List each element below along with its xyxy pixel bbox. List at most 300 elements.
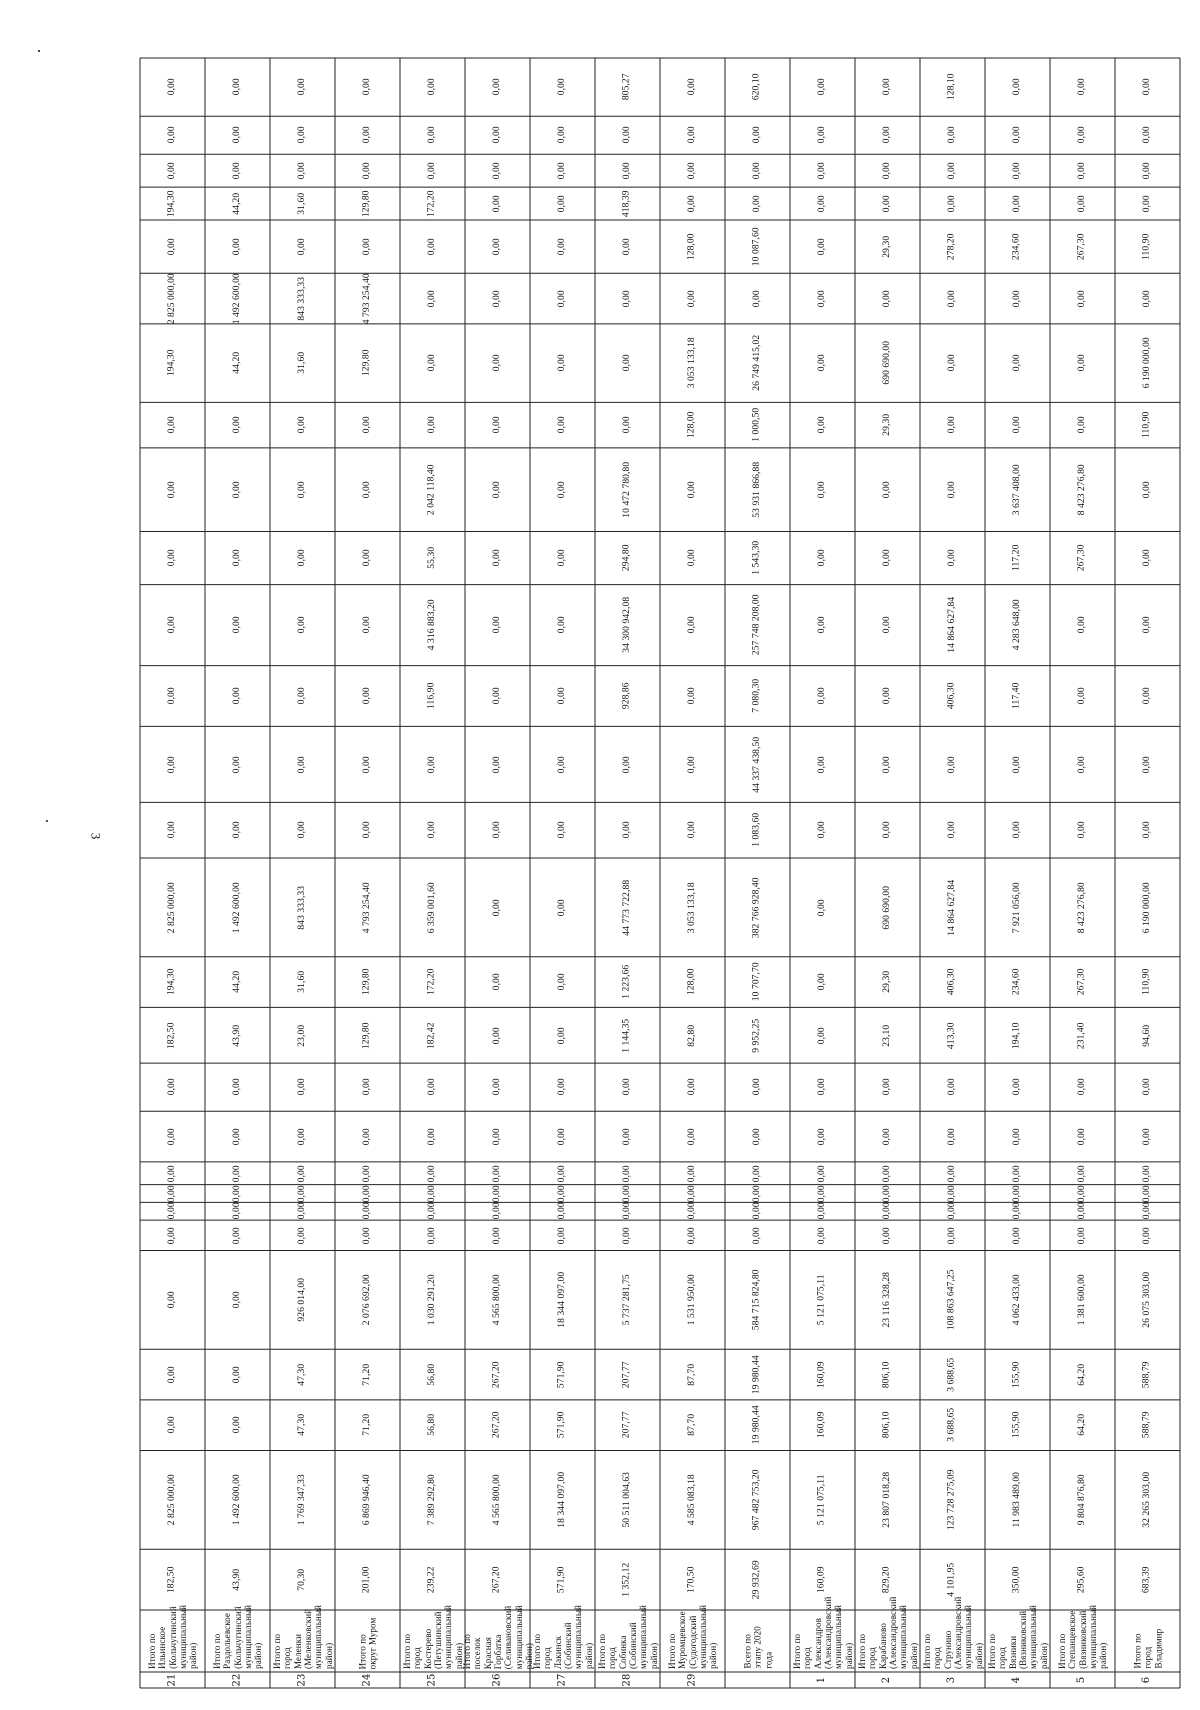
value-cell xyxy=(140,58,205,116)
value-cell-text: 0,00 xyxy=(491,238,502,256)
value-cell-text: 0,00 xyxy=(686,195,697,213)
value-cell-text: 0,00 xyxy=(166,238,177,256)
value-cell xyxy=(1050,531,1115,584)
row-number xyxy=(1050,1672,1115,1688)
value-cell-text: 0,00 xyxy=(296,616,307,634)
value-cell-text: 0,00 xyxy=(1011,1078,1022,1096)
value-cell-text: 0,00 xyxy=(491,616,502,634)
value-cell-text: 0,00 xyxy=(231,1184,242,1203)
value-cell-text: 231,40 xyxy=(1076,1021,1087,1049)
value-cell-text: 108 863 647,25 xyxy=(946,1269,957,1331)
municipality-name-text: Итого по город Владимир xyxy=(1131,1629,1163,1669)
value-cell-text: 0,00 xyxy=(816,481,827,499)
value-cell xyxy=(595,1400,660,1451)
value-cell xyxy=(140,1111,205,1162)
value-cell xyxy=(660,1202,725,1220)
value-cell xyxy=(205,726,270,802)
value-cell-text: 0,00 xyxy=(556,755,567,773)
value-cell xyxy=(205,531,270,584)
value-cell xyxy=(270,324,335,402)
value-cell xyxy=(855,402,920,448)
value-cell xyxy=(1050,448,1115,532)
value-cell xyxy=(140,1063,205,1111)
value-cell-text: 0,00 xyxy=(231,549,242,567)
value-cell xyxy=(855,1250,920,1349)
row-number-text: 25 xyxy=(426,1673,438,1687)
value-cell-text: 0,00 xyxy=(1141,78,1152,96)
value-cell xyxy=(335,273,400,324)
value-cell xyxy=(985,1250,1050,1349)
value-cell-text: 0,00 xyxy=(1141,195,1152,213)
row-number xyxy=(205,1672,270,1688)
value-cell xyxy=(465,324,530,402)
value-cell-text: 87,70 xyxy=(686,1363,697,1386)
value-cell-text: 0,00 xyxy=(1076,126,1087,144)
value-cell xyxy=(855,858,920,957)
value-cell-text: 0,00 xyxy=(1141,481,1152,499)
value-cell xyxy=(335,726,400,802)
value-cell-text: 0,00 xyxy=(491,416,502,434)
value-cell xyxy=(530,957,595,1008)
value-cell xyxy=(660,1250,725,1349)
value-cell-text: 0,00 xyxy=(231,1291,242,1309)
value-cell-text: 0,00 xyxy=(946,1202,957,1220)
value-cell-text: 3 637 408,00 xyxy=(1011,464,1022,516)
value-cell xyxy=(465,858,530,957)
value-cell xyxy=(920,402,985,448)
value-cell xyxy=(1115,666,1180,727)
value-cell xyxy=(595,1549,660,1610)
value-cell-text: 4 283 648,00 xyxy=(1011,599,1022,651)
value-cell-text: 0,00 xyxy=(1011,755,1022,773)
municipality-name-text: Итого по город Меленки (Меленковский муниципальный район) xyxy=(271,1605,334,1669)
value-cell-text: 0,00 xyxy=(686,1164,697,1182)
value-cell xyxy=(400,273,465,324)
value-cell-text: 55,30 xyxy=(426,547,437,569)
value-cell-text: 1 492 600,00 xyxy=(231,881,242,933)
value-cell-text: 0,00 xyxy=(1011,1164,1022,1182)
value-cell xyxy=(790,1063,855,1111)
value-cell-text: 0,00 xyxy=(946,354,957,372)
municipality-name xyxy=(660,1605,725,1672)
value-cell xyxy=(335,1450,400,1549)
value-cell-text: 3 053 133,18 xyxy=(686,337,697,389)
value-cell-text: 117,20 xyxy=(1011,544,1022,572)
value-cell-text: 0,00 xyxy=(751,126,762,144)
value-cell xyxy=(790,1220,855,1250)
value-cell-text: 0,00 xyxy=(881,1202,892,1220)
value-cell xyxy=(660,1162,725,1185)
value-cell xyxy=(985,531,1050,584)
value-cell-text: 110,90 xyxy=(1141,968,1152,996)
value-cell-text: 160,09 xyxy=(816,1566,827,1593)
value-cell-text: 1 223,66 xyxy=(621,965,632,1000)
value-cell-text: 0,00 xyxy=(1011,195,1022,213)
value-cell-text: 9 804 876,80 xyxy=(1076,1474,1087,1526)
value-cell xyxy=(1115,116,1180,154)
value-cell xyxy=(920,154,985,187)
value-cell xyxy=(790,448,855,532)
value-cell-text: 0,00 xyxy=(946,549,957,567)
value-cell-text: 0,00 xyxy=(816,898,827,916)
value-cell-text: 0,00 xyxy=(361,687,372,705)
value-cell-text: 0,00 xyxy=(556,1202,567,1220)
value-cell xyxy=(790,154,855,187)
value-cell xyxy=(270,802,335,858)
value-cell xyxy=(400,116,465,154)
value-cell xyxy=(985,402,1050,448)
municipality-name xyxy=(1050,1605,1115,1672)
value-cell xyxy=(985,1220,1050,1250)
value-cell-text: 0,00 xyxy=(816,354,827,372)
page-number: 3 xyxy=(88,832,104,840)
value-cell-text: 7 389 292,80 xyxy=(426,1474,437,1526)
value-cell-text: 0,00 xyxy=(361,481,372,499)
value-cell-text: 0,00 xyxy=(296,1202,307,1220)
value-cell-text: 128,10 xyxy=(946,73,957,101)
value-cell-text: 267,30 xyxy=(1076,544,1087,572)
value-cell-text: 0,00 xyxy=(1141,821,1152,839)
value-cell xyxy=(140,726,205,802)
value-cell-text: 0,00 xyxy=(556,1184,567,1203)
value-cell xyxy=(595,220,660,273)
value-cell-text: 0,00 xyxy=(491,78,502,96)
value-cell-text: 0,00 xyxy=(491,821,502,839)
value-cell xyxy=(530,448,595,532)
value-cell xyxy=(335,116,400,154)
value-cell xyxy=(985,1202,1050,1220)
value-cell-text: 0,00 xyxy=(621,755,632,773)
value-cell xyxy=(530,1349,595,1400)
municipality-name xyxy=(985,1605,1050,1672)
value-cell-text: 47,30 xyxy=(296,1414,307,1437)
value-cell xyxy=(140,1549,205,1610)
value-cell-text: 0,00 xyxy=(426,78,437,96)
value-cell xyxy=(725,1007,790,1063)
value-cell-text: 0,00 xyxy=(556,821,567,839)
value-cell xyxy=(335,1162,400,1185)
value-cell xyxy=(1050,726,1115,802)
value-cell xyxy=(205,666,270,727)
value-cell xyxy=(140,154,205,187)
value-cell xyxy=(855,273,920,324)
value-cell-text: 0,00 xyxy=(686,1184,697,1203)
value-cell xyxy=(595,324,660,402)
value-cell xyxy=(595,585,660,666)
value-cell xyxy=(270,273,335,324)
value-cell xyxy=(270,858,335,957)
value-cell-text: 0,00 xyxy=(491,973,502,991)
row-number-text: 22 xyxy=(231,1673,243,1687)
value-cell xyxy=(790,1549,855,1610)
value-cell xyxy=(660,585,725,666)
value-cell-text: 0,00 xyxy=(816,1184,827,1203)
value-cell-text: 382 766 928,40 xyxy=(751,877,762,938)
value-cell xyxy=(335,220,400,273)
value-cell-text: 64,20 xyxy=(1076,1414,1087,1437)
value-cell xyxy=(595,802,660,858)
value-cell xyxy=(595,1202,660,1220)
value-cell-text: 0,00 xyxy=(426,755,437,773)
value-cell-text: 0,00 xyxy=(231,687,242,705)
value-cell-text: 0,00 xyxy=(946,821,957,839)
value-cell-text: 0,00 xyxy=(426,1226,437,1244)
value-cell xyxy=(400,1549,465,1610)
value-cell xyxy=(335,1111,400,1162)
value-cell-text: 0,00 xyxy=(556,238,567,256)
value-cell xyxy=(725,1202,790,1220)
value-cell xyxy=(530,1220,595,1250)
value-cell-text: 0,00 xyxy=(881,755,892,773)
value-cell xyxy=(1050,1349,1115,1400)
value-cell xyxy=(1115,1162,1180,1185)
value-cell xyxy=(920,1007,985,1063)
row-number-text: 27 xyxy=(556,1673,568,1687)
value-cell xyxy=(1050,187,1115,220)
value-cell xyxy=(985,1400,1050,1451)
value-cell-text: 0,00 xyxy=(491,1026,502,1044)
value-cell xyxy=(140,1162,205,1185)
value-cell xyxy=(140,1202,205,1220)
value-cell xyxy=(1115,324,1180,402)
value-cell-text: 0,00 xyxy=(166,1202,177,1220)
value-cell-text: 0,00 xyxy=(491,195,502,213)
value-cell-text: 0,00 xyxy=(1141,1128,1152,1146)
value-cell xyxy=(270,585,335,666)
value-cell-text: 1 352,12 xyxy=(621,1562,632,1597)
value-cell xyxy=(530,402,595,448)
value-cell-text: 0,00 xyxy=(881,549,892,567)
value-cell xyxy=(985,858,1050,957)
value-cell xyxy=(400,726,465,802)
value-cell-text: 56,80 xyxy=(426,1414,437,1437)
value-cell-text: 0,00 xyxy=(556,1078,567,1096)
value-cell-text: 0,00 xyxy=(491,1184,502,1203)
value-cell-text: 0,00 xyxy=(1076,687,1087,705)
value-cell-text: 128,00 xyxy=(686,968,697,996)
value-cell xyxy=(465,448,530,532)
value-cell-text: 0,00 xyxy=(1141,1202,1152,1220)
value-cell xyxy=(140,802,205,858)
value-cell xyxy=(1115,220,1180,273)
value-cell-text: 2 825 000,00 xyxy=(166,881,177,933)
value-cell-text: 350,00 xyxy=(1011,1566,1022,1593)
value-cell xyxy=(140,116,205,154)
value-cell-text: 18 344 097,00 xyxy=(556,1271,567,1328)
value-cell-text: 82,80 xyxy=(686,1024,697,1047)
value-cell-text: 0,00 xyxy=(946,481,957,499)
value-cell xyxy=(465,1063,530,1111)
value-cell-text: 44,20 xyxy=(231,971,242,994)
value-cell xyxy=(985,1007,1050,1063)
value-cell xyxy=(465,1549,530,1610)
value-cell-text: 0,00 xyxy=(231,238,242,256)
value-cell-text: 0,00 xyxy=(816,1026,827,1044)
value-cell xyxy=(920,802,985,858)
value-cell xyxy=(790,1250,855,1349)
value-cell-text: 7 080,30 xyxy=(751,678,762,714)
value-cell-text: 0,00 xyxy=(881,290,892,308)
value-cell-text: 0,00 xyxy=(491,755,502,773)
municipality-name xyxy=(790,1596,855,1672)
value-cell-text: 0,00 xyxy=(816,1226,827,1244)
value-cell xyxy=(335,1349,400,1400)
value-cell xyxy=(855,1549,920,1610)
value-cell xyxy=(140,1185,205,1203)
value-cell-text: 0,00 xyxy=(816,821,827,839)
value-cell-text: 0,00 xyxy=(296,549,307,567)
value-cell-text: 267,30 xyxy=(1076,968,1087,996)
value-cell-text: 44 337 438,50 xyxy=(751,736,762,793)
value-cell-text: 0,00 xyxy=(1076,616,1087,634)
value-cell-text: 0,00 xyxy=(686,616,697,634)
value-cell xyxy=(465,1349,530,1400)
value-cell xyxy=(920,1162,985,1185)
value-cell xyxy=(595,957,660,1008)
value-cell xyxy=(140,1250,205,1349)
value-cell-text: 0,00 xyxy=(881,1164,892,1182)
value-cell-text: 928,86 xyxy=(621,682,632,710)
value-cell-text: 2 076 692,00 xyxy=(361,1274,372,1326)
value-cell-text: 0,00 xyxy=(491,354,502,372)
value-cell-text: 0,00 xyxy=(491,1128,502,1146)
value-cell xyxy=(270,1250,335,1349)
value-cell xyxy=(140,585,205,666)
value-cell-text: 0,00 xyxy=(946,755,957,773)
value-cell xyxy=(1050,585,1115,666)
value-cell xyxy=(790,1400,855,1451)
value-cell-text: 0,00 xyxy=(491,126,502,144)
value-cell-text: 0,00 xyxy=(166,1078,177,1096)
value-cell-text: 0,00 xyxy=(751,1128,762,1146)
value-cell xyxy=(920,1450,985,1549)
value-cell xyxy=(400,957,465,1008)
value-cell xyxy=(1050,1111,1115,1162)
value-cell xyxy=(595,1250,660,1349)
value-cell xyxy=(595,1220,660,1250)
value-cell xyxy=(985,220,1050,273)
value-cell xyxy=(660,273,725,324)
value-cell-text: 588,79 xyxy=(1141,1361,1152,1388)
value-cell xyxy=(725,726,790,802)
value-cell-text: 0,00 xyxy=(231,755,242,773)
municipality-name-text: Итого по Муромцевское (Судогодский муниципальный район) xyxy=(666,1605,719,1669)
value-cell xyxy=(725,187,790,220)
value-cell xyxy=(855,187,920,220)
value-cell xyxy=(205,957,270,1008)
value-cell-text: 0,00 xyxy=(621,821,632,839)
value-cell xyxy=(790,1202,855,1220)
value-cell xyxy=(270,58,335,116)
value-cell xyxy=(985,116,1050,154)
value-cell-text: 0,00 xyxy=(361,1164,372,1182)
municipality-name-text: Итого по город Карабаново (Александровский муниципальный район) xyxy=(856,1596,919,1669)
value-cell xyxy=(270,1450,335,1549)
municipality-name xyxy=(335,1610,400,1672)
value-cell-text: 23,10 xyxy=(881,1024,892,1047)
row-number xyxy=(660,1672,725,1688)
value-cell-text: 0,00 xyxy=(556,1128,567,1146)
value-cell xyxy=(725,957,790,1008)
value-cell-text: 0,00 xyxy=(686,126,697,144)
value-cell xyxy=(1050,220,1115,273)
value-cell-text: 0,00 xyxy=(881,126,892,144)
value-cell-text: 0,00 xyxy=(361,821,372,839)
value-cell xyxy=(660,402,725,448)
value-cell xyxy=(335,1063,400,1111)
value-cell xyxy=(855,324,920,402)
municipality-name xyxy=(530,1605,595,1672)
value-cell xyxy=(725,58,790,116)
value-cell xyxy=(920,858,985,957)
value-cell xyxy=(140,531,205,584)
value-cell-text: 267,20 xyxy=(491,1566,502,1593)
value-cell-text: 0,00 xyxy=(296,687,307,705)
value-cell-text: 1 492 600,00 xyxy=(231,1474,242,1526)
value-cell-text: 0,00 xyxy=(686,549,697,567)
value-cell-text: 0,00 xyxy=(946,1078,957,1096)
value-cell xyxy=(335,324,400,402)
value-cell xyxy=(855,220,920,273)
value-cell-text: 0,00 xyxy=(816,78,827,96)
value-cell-text: 0,00 xyxy=(556,195,567,213)
value-cell-text: 0,00 xyxy=(751,1226,762,1244)
value-cell xyxy=(660,1111,725,1162)
value-cell-text: 0,00 xyxy=(426,1078,437,1096)
value-cell xyxy=(400,1111,465,1162)
value-cell xyxy=(855,1162,920,1185)
value-cell xyxy=(530,220,595,273)
value-cell xyxy=(725,448,790,532)
value-cell-text: 0,00 xyxy=(816,195,827,213)
value-cell xyxy=(1115,1400,1180,1451)
value-cell xyxy=(205,585,270,666)
value-cell xyxy=(400,1063,465,1111)
municipality-name xyxy=(920,1596,985,1672)
value-cell-text: 0,00 xyxy=(621,1226,632,1244)
value-cell-text: 110,90 xyxy=(1141,411,1152,439)
value-cell-text: 0,00 xyxy=(361,238,372,256)
value-cell xyxy=(400,448,465,532)
value-cell-text: 0,00 xyxy=(946,162,957,180)
municipality-name xyxy=(461,1605,534,1672)
row-number-text: 1 xyxy=(816,1676,828,1684)
value-cell xyxy=(595,531,660,584)
value-cell-text: 0,00 xyxy=(686,481,697,499)
value-cell xyxy=(140,324,205,402)
row-number xyxy=(725,1672,790,1688)
value-cell-text: 117,40 xyxy=(1011,682,1022,710)
value-cell xyxy=(400,1450,465,1549)
value-cell xyxy=(855,585,920,666)
value-cell-text: 234,60 xyxy=(1011,233,1022,260)
value-cell-text: 829,20 xyxy=(881,1566,892,1593)
value-cell-text: 0,00 xyxy=(881,1128,892,1146)
value-cell xyxy=(400,187,465,220)
value-cell xyxy=(725,273,790,324)
municipality-name-text: Итого по округ Муром xyxy=(357,1617,378,1669)
value-cell xyxy=(855,1450,920,1549)
value-cell xyxy=(465,1250,530,1349)
row-number xyxy=(530,1672,595,1688)
value-cell xyxy=(985,58,1050,116)
value-cell xyxy=(1115,273,1180,324)
value-cell xyxy=(790,1007,855,1063)
value-cell-text: 805,27 xyxy=(621,73,632,101)
value-cell-text: 0,00 xyxy=(1011,354,1022,372)
value-cell xyxy=(205,858,270,957)
value-cell xyxy=(205,1202,270,1220)
